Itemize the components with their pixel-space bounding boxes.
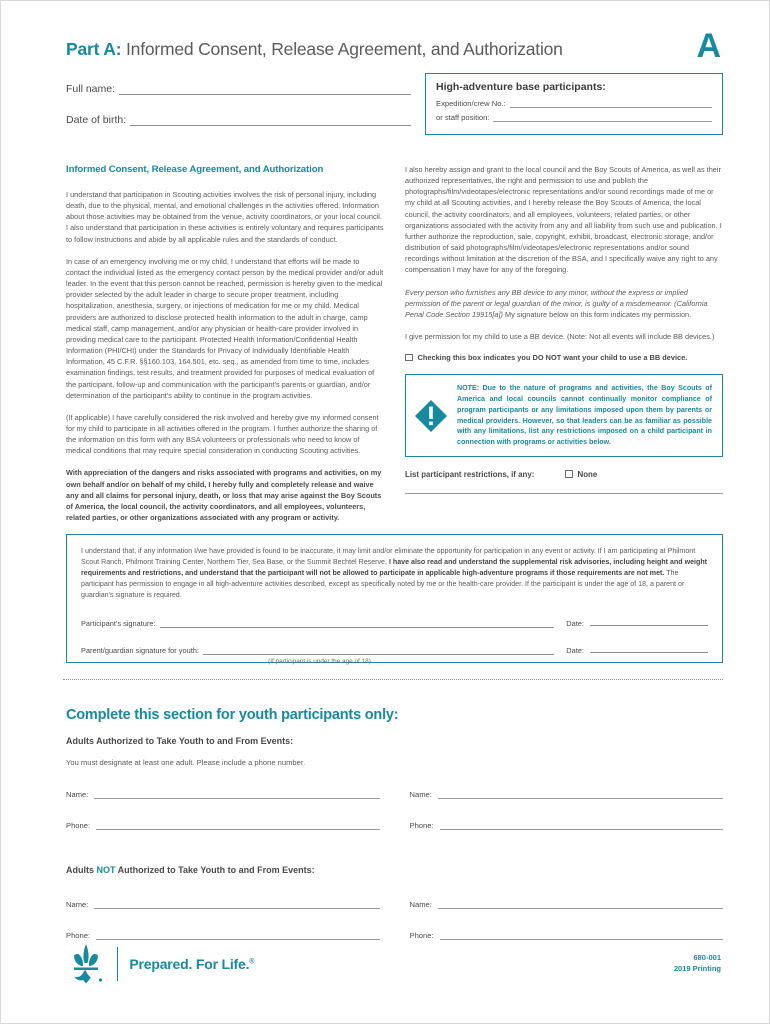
- consent-section-heading: Informed Consent, Release Agreement, and Authorization: [66, 164, 324, 175]
- bsa-tagline-text: Prepared. For Life.: [129, 956, 250, 972]
- full-name-label: Full name:: [66, 83, 116, 95]
- authorized-adult-1-phone-field[interactable]: [66, 820, 380, 830]
- consent-paragraph-4-release-waiver: With appreciation of the dangers and risks associated with programs and activities, on my own behalf and/or on behalf of my child, I hereby fully and completely release and waive any and all claims for personal injury, death, or loss that may arise against the Boy Scouts of America, the local council, the activity coordinators, and all employees, volunteers, related parties, or other organizations associated with any program or activity.: [66, 468, 382, 523]
- page-title-part: Part A:: [66, 39, 122, 59]
- page-title: [66, 39, 726, 60]
- full-name-input-rule[interactable]: [119, 84, 411, 95]
- parent-signature-input-rule[interactable]: [203, 645, 554, 655]
- authorized-adult-1-name-label: Name:: [66, 790, 89, 799]
- logo-divider: [117, 947, 118, 981]
- expedition-crew-field[interactable]: [436, 99, 712, 108]
- full-name-field[interactable]: [66, 83, 411, 95]
- attestation-text-bold: I have also read and understand the supplemental risk advisories, including height and weight requirements and restrictions, and understand that the participant will not be allowed to participate in applicable high-adventure programs if those requirements are not met.: [81, 557, 708, 577]
- page-header: [66, 39, 726, 60]
- right-text-column: [405, 164, 723, 494]
- not-authorized-adult-1-phone-field[interactable]: [66, 930, 380, 940]
- not-authorized-adult-1-name-input-rule[interactable]: [94, 899, 379, 909]
- bb-device-optout-label: Checking this box indicates you DO NOT want your child to use a BB device.: [417, 353, 688, 363]
- not-authorized-adult-1-phone-input-rule[interactable]: [96, 930, 379, 940]
- part-letter-badge: A: [696, 27, 721, 65]
- participant-signature-label: Participant's signature:: [81, 618, 156, 628]
- participant-restrictions-row: [405, 470, 723, 479]
- alert-diamond-icon: [414, 399, 448, 433]
- staff-position-input-rule[interactable]: [493, 113, 712, 122]
- authorized-adult-2: [410, 789, 724, 851]
- authorized-adult-2-phone-label: Phone:: [409, 821, 434, 830]
- participant-restrictions-input-rule[interactable]: [405, 493, 723, 494]
- checkbox-icon-bb-optout[interactable]: [405, 354, 413, 362]
- bsa-footer-logo-group: [66, 942, 254, 986]
- participant-date-group[interactable]: [566, 616, 708, 628]
- authorized-adult-2-phone-input-rule[interactable]: [440, 820, 723, 830]
- expedition-crew-label: Expedition/crew No.:: [436, 99, 506, 108]
- designate-adult-note: You must designate at least one adult. Please include a phone number.: [66, 758, 306, 767]
- parent-date-label: Date:: [566, 645, 584, 655]
- printing-year: 2019 Printing: [673, 963, 721, 973]
- restrictions-none-option[interactable]: [565, 470, 597, 479]
- bsa-fleur-de-lis-icon: [66, 942, 106, 986]
- not-authorized-adult-2-name-input-rule[interactable]: [438, 899, 723, 909]
- not-authorized-adults-heading: [66, 865, 723, 875]
- expedition-crew-input-rule[interactable]: [510, 99, 712, 108]
- bb-device-law-paragraph: [405, 287, 723, 320]
- authorized-adult-2-name-label: Name:: [409, 790, 432, 799]
- form-number: 680-001: [693, 953, 721, 962]
- authorized-adult-2-name-input-rule[interactable]: [438, 789, 723, 799]
- attestation-text: [81, 546, 708, 601]
- parent-signature-row[interactable]: [81, 643, 708, 655]
- authorized-adult-1: [66, 789, 380, 851]
- date-of-birth-label: Date of birth:: [66, 114, 127, 126]
- authorized-adult-1-name-field[interactable]: [66, 789, 380, 799]
- date-of-birth-input-rule[interactable]: [130, 115, 411, 126]
- participant-date-input-rule[interactable]: [590, 616, 708, 626]
- not-authorized-adult-2-phone-label: Phone:: [409, 931, 434, 940]
- bsa-tagline: [129, 956, 254, 972]
- checkbox-icon-none[interactable]: [565, 470, 573, 478]
- dotted-cut-line: [63, 679, 723, 680]
- youth-section-title: Complete this section for youth participants only:: [66, 707, 399, 723]
- date-of-birth-field[interactable]: [66, 114, 411, 126]
- bb-device-law-italic: Every person who furnishes any BB device to any minor, without the express or implied permission of the parent or legal guardian of the minor, is guilty of a misdemeanor. (California Penal Code Section 19915[a]): [405, 287, 708, 319]
- parent-date-input-rule[interactable]: [590, 643, 708, 653]
- bb-device-optout-checkbox-row[interactable]: [405, 353, 723, 362]
- staff-position-label: or staff position:: [436, 113, 490, 122]
- youth-participants-section: [66, 707, 723, 961]
- form-footer-code: [674, 953, 721, 975]
- not-authorized-prefix: Adults: [66, 865, 97, 875]
- media-release-paragraph: I also hereby assign and grant to the local council and the Boy Scouts of America, as well as their authorized representatives, the right and permission to use and publish the photographs/film/videotapes/electronic representations and/or sound recordings made of me or my child at all Scouting activities, and I hereby release the Boy Scouts of America, the local council, the activity coordinators, and all employees, volunteers, related parties, or other organizations associated with the activity from any and all liability from such use and publication. I further authorize the reproduction, sale, copyright, exhibit, broadcast, electronic storage, and/or distribution of said photographs/film/videotapes/electronic representations and/or sound recordings without limitation at the discretion of the BSA, and I specifically waive any right to any compensation I may have for any of the foregoing.: [405, 165, 722, 275]
- high-adventure-box: [425, 73, 723, 135]
- left-text-column: [66, 164, 384, 534]
- staff-position-field[interactable]: [436, 113, 712, 122]
- note-callout-box: [405, 374, 723, 457]
- authorized-adult-1-name-input-rule[interactable]: [94, 789, 379, 799]
- registered-mark: ®: [249, 958, 255, 966]
- not-authorized-adult-2-name-field[interactable]: [410, 899, 724, 909]
- participant-signature-input-rule[interactable]: [160, 618, 555, 628]
- not-authorized-adult-2-phone-input-rule[interactable]: [440, 930, 723, 940]
- parent-date-group[interactable]: [566, 643, 708, 655]
- restrictions-none-label: None: [577, 469, 598, 479]
- authorized-adult-1-phone-label: Phone:: [66, 821, 91, 830]
- consent-paragraph-2: In case of an emergency involving me or my child, I understand that efforts will be made to contact the individual listed as the emergency contact person by the medical provider and/or adult leader. In the event that this person cannot be reached, permission is hereby given to the medical provider selected by the adult leader in charge to secure proper treatment, including hospitalization, anesthesia, surgery, or injections of medication for me or my child. Medical providers are authorized to disclose protected health information to the adult in charge, camp medical staff, camp management, and/or any physician or health-care provider involved in providing medical care to the participant. Protected Health Information/Confidential Health Information (PHI/CHI) under the Standards for Privacy of Individually Identifiable Health Information, 45 C.F.R. §§160.103, 164.501, etc. seq., as amended from time to time, includes examination findings, test results, and treatment provided for purposes of medical evaluation of the participant, follow-up and communication with the participant's parents or guardian, and/or determination of the participant's ability to continue in the program activities.: [66, 256, 384, 400]
- not-authorized-adult-2: [410, 899, 724, 961]
- not-authorized-emphasis: NOT: [96, 865, 116, 875]
- authorized-adult-1-phone-input-rule[interactable]: [96, 820, 379, 830]
- not-authorized-suffix: Authorized to Take Youth to and From Events:: [115, 865, 315, 875]
- attestation-text-start: I understand that, if any information I/we have provided is found to be inaccurate, it may limit and/or eliminate the opportunity for participation in any event or activity. If I am participating at Philmont Scout Ranch, Philmont Training Center, Northern Tier, Sea Base, or the Summit Bechtel Reserve,: [81, 547, 696, 566]
- authorized-adult-2-phone-field[interactable]: [410, 820, 724, 830]
- note-callout-text: NOTE: Due to the nature of programs and activities, the Boy Scouts of America and local councils cannot continually monitor compliance of program participants or any limitations imposed upon them by parents or medical providers. However, so that leaders can be as familiar as possible with any limitations, list any restrictions imposed on a child participant in connection with programs or activities below.: [457, 384, 712, 447]
- consent-paragraph-1: I understand that participation in Scouting activities involves the risk of personal injury, including death, due to the physical, mental, and emotional challenges in the activities offered. Information about those activities may be obtained from the venue, activity coordinators, or your local council. I also understand that participation in these activities is entirely voluntary and requires participants to follow instructions and abide by all applicable rules and the standards of conduct.: [66, 190, 384, 244]
- parent-signature-label: Parent/guardian signature for youth:: [81, 645, 199, 655]
- authorized-adults-heading: Adults Authorized to Take Youth to and From Events:: [66, 736, 294, 746]
- not-authorized-adult-2-name-label: Name:: [409, 900, 432, 909]
- participant-signature-row[interactable]: [81, 616, 708, 628]
- bb-device-law-tail: My signature below on this form indicates my permission.: [503, 309, 692, 319]
- not-authorized-adult-1-name-label: Name:: [66, 900, 89, 909]
- age-requirement-note: (If participant is under the age of 18): [268, 657, 371, 665]
- authorized-adult-2-name-field[interactable]: [410, 789, 724, 799]
- authorized-adults-fields: [66, 789, 723, 851]
- participant-date-label: Date:: [566, 618, 584, 628]
- page-title-rest: Informed Consent, Release Agreement, and Authorization: [126, 39, 563, 59]
- attestation-text-end: The participant has permission to engage in all high-adventure activities described, except as specifically noted by me or the health-care provider. If the participant is under the age of 18, a parent or guardian's signature is required.: [81, 568, 685, 599]
- not-authorized-adult-1-name-field[interactable]: [66, 899, 380, 909]
- bb-device-permission-paragraph: I give permission for my child to use a BB device. (Note: Not all events will include BB devices.): [405, 332, 715, 342]
- consent-paragraph-3: (If applicable) I have carefully considered the risk involved and hereby give my informed consent for my child to participate in all activities offered in the program. I further authorize the sharing of the information on this form with any BSA volunteers or professionals who need to know of medical conditions that may require special consideration in conducting Scouting activities.: [66, 412, 379, 456]
- attestation-box: [66, 534, 723, 663]
- participant-restrictions-label: List participant restrictions, if any:: [405, 469, 535, 479]
- high-adventure-title: High-adventure base participants:: [436, 81, 606, 93]
- not-authorized-adult-1-phone-label: Phone:: [66, 931, 91, 940]
- not-authorized-adult-2-phone-field[interactable]: [410, 930, 724, 940]
